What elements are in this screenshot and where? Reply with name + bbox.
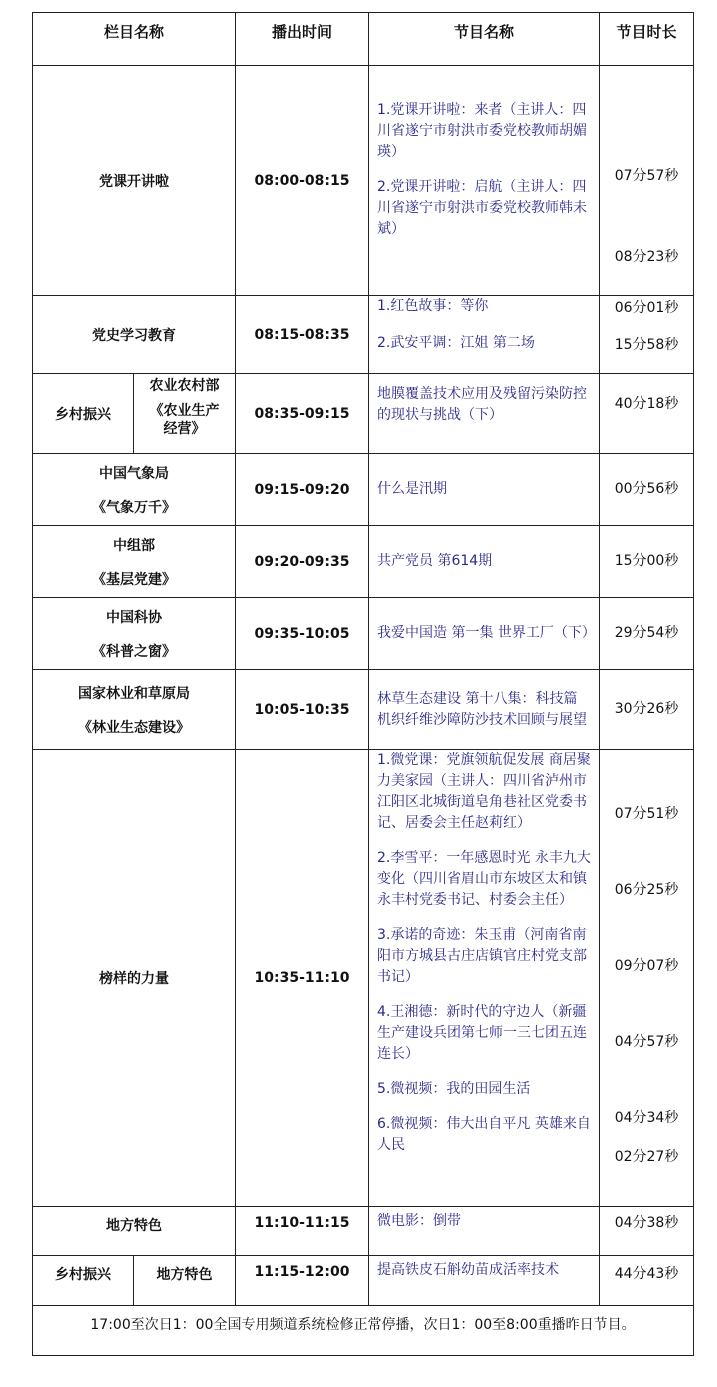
duration: 00分56秒 (614, 481, 679, 497)
air-time: 08:00-08:15 (236, 66, 369, 296)
program-item: 我爱中国造 第一集 世界工厂（下） (377, 625, 596, 641)
column-name: 党史学习教育 (33, 296, 236, 374)
program-item: 1.党课开讲啦：来者（主讲人：四川省遂宁市射洪市委党校教师胡媚瑛） (377, 102, 588, 160)
table-row (33, 374, 694, 454)
duration: 02分27秒 (614, 1149, 679, 1165)
column-name-category: 乡村振兴 (33, 374, 134, 454)
air-time: 10:05-10:35 (236, 670, 369, 750)
program-list (369, 374, 600, 454)
program-item: 6.微视频：伟大出自平凡 英雄来自人民 (377, 1116, 591, 1153)
program-list (369, 1207, 600, 1256)
air-time: 09:20-09:35 (236, 526, 369, 598)
duration-list (600, 66, 694, 296)
column-name (33, 670, 236, 750)
duration: 07分57秒 (614, 168, 679, 184)
table-row (33, 1207, 694, 1256)
duration: 06分01秒 (614, 300, 679, 316)
program-item: 1.红色故事：等你 (377, 298, 489, 314)
duration: 40分18秒 (614, 396, 679, 412)
column-name-sub (134, 374, 236, 454)
table-row (33, 454, 694, 526)
air-time: 08:35-09:15 (236, 374, 369, 454)
column-name-show: 《科普之窗》 (92, 643, 176, 660)
column-name-show: 《农业生产经营》 (149, 403, 220, 437)
column-name-sub: 地方特色 (134, 1256, 236, 1306)
header-column-name: 栏目名称 (33, 13, 236, 66)
program-item: 2.武安平调：江姐 第二场 (377, 335, 535, 351)
duration: 04分34秒 (614, 1110, 679, 1126)
header-program-title: 节目名称 (369, 13, 600, 66)
duration: 15分58秒 (614, 337, 679, 353)
header-row (33, 13, 694, 66)
program-item: 5.微视频：我的田园生活 (377, 1081, 531, 1097)
air-time: 09:35-10:05 (236, 598, 369, 670)
program-item: 1.微党课：党旗领航促发展 商居聚力美家园（主讲人：四川省泸州市江阳区北城街道皂角巷社区党委书记、居委会主任赵莉红） (377, 752, 591, 831)
column-name (33, 454, 236, 526)
duration: 06分25秒 (614, 882, 679, 898)
program-list (369, 750, 600, 1207)
duration-list (600, 598, 694, 670)
air-time: 11:10-11:15 (236, 1207, 369, 1256)
column-name-show: 《基层党建》 (92, 571, 176, 588)
duration-list (600, 526, 694, 598)
duration-list (600, 296, 694, 374)
table-row (33, 750, 694, 1207)
program-item: 共产党员 第614期 (377, 553, 493, 569)
column-name-dept: 国家林业和草原局 (78, 685, 190, 702)
duration-list (600, 750, 694, 1207)
program-list (369, 296, 600, 374)
program-item: 地膜覆盖技术应用及残留污染防控的现状与挑战（下） (377, 386, 588, 423)
duration: 09分07秒 (614, 958, 679, 974)
duration: 08分23秒 (614, 249, 679, 265)
column-name (33, 526, 236, 598)
air-time: 09:15-09:20 (236, 454, 369, 526)
duration: 04分57秒 (614, 1034, 679, 1050)
table-row (33, 670, 694, 750)
program-item: 微电影：倒带 (377, 1213, 462, 1229)
program-list (369, 670, 600, 750)
program-list (369, 1256, 600, 1306)
air-time: 10:35-11:10 (236, 750, 369, 1207)
table-row (33, 66, 694, 296)
duration: 15分00秒 (614, 553, 679, 569)
column-name: 党课开讲啦 (33, 66, 236, 296)
program-item: 3.承诺的奇迹：朱玉甫（河南省南阳市方城县古庄店镇官庄村党支部书记） (377, 927, 588, 985)
column-name-show: 《林业生态建设》 (78, 719, 190, 736)
program-list (369, 598, 600, 670)
program-list (369, 526, 600, 598)
duration: 29分54秒 (614, 625, 679, 641)
table-row (33, 296, 694, 374)
table-row (33, 1256, 694, 1306)
column-name-dept: 农业农村部 (149, 378, 220, 394)
program-item: 4.王湘德：新时代的守边人（新疆生产建设兵团第七师一三七团五连连长） (377, 1004, 588, 1062)
program-list (369, 66, 600, 296)
program-list (369, 454, 600, 526)
duration-list (600, 374, 694, 454)
program-item: 2.党课开讲啦：启航（主讲人：四川省遂宁市射洪市委党校教师韩未斌） (377, 179, 588, 237)
program-item: 什么是汛期 (377, 481, 448, 497)
program-item: 林草生态建设 第十八集：科技篇 机织纤维沙障防沙技术回顾与展望 (377, 690, 588, 728)
table-row (33, 526, 694, 598)
column-name-dept: 中国气象局 (99, 465, 169, 482)
duration: 44分43秒 (614, 1266, 679, 1282)
footer-note: 17:00至次日1：00全国专用频道系统检修正常停播，次日1：00至8:00重播昨日节目。 (33, 1306, 694, 1356)
header-air-time: 播出时间 (236, 13, 369, 66)
column-name: 榜样的力量 (33, 750, 236, 1207)
air-time: 11:15-12:00 (236, 1256, 369, 1306)
duration: 07分51秒 (614, 806, 679, 822)
footer-row (33, 1306, 694, 1356)
duration-list (600, 1207, 694, 1256)
duration-list (600, 1256, 694, 1306)
column-name-dept: 中国科协 (106, 609, 162, 626)
duration-list (600, 670, 694, 750)
table-row (33, 598, 694, 670)
column-name-show: 《气象万千》 (92, 499, 176, 516)
program-item: 2.李雪平：一年感恩时光 永丰九大变化（四川省眉山市东坡区太和镇永丰村党委书记、村委会主任） (377, 850, 591, 908)
duration: 04分38秒 (614, 1215, 679, 1231)
duration: 30分26秒 (614, 701, 679, 717)
column-name: 地方特色 (33, 1207, 236, 1256)
air-time: 08:15-08:35 (236, 296, 369, 374)
duration-list (600, 454, 694, 526)
header-duration: 节目时长 (600, 13, 694, 66)
program-item: 提高铁皮石斛幼苗成活率技术 (377, 1262, 560, 1278)
column-name-dept: 中组部 (113, 537, 155, 554)
schedule-table (32, 12, 694, 1356)
column-name-category: 乡村振兴 (33, 1256, 134, 1306)
column-name (33, 598, 236, 670)
